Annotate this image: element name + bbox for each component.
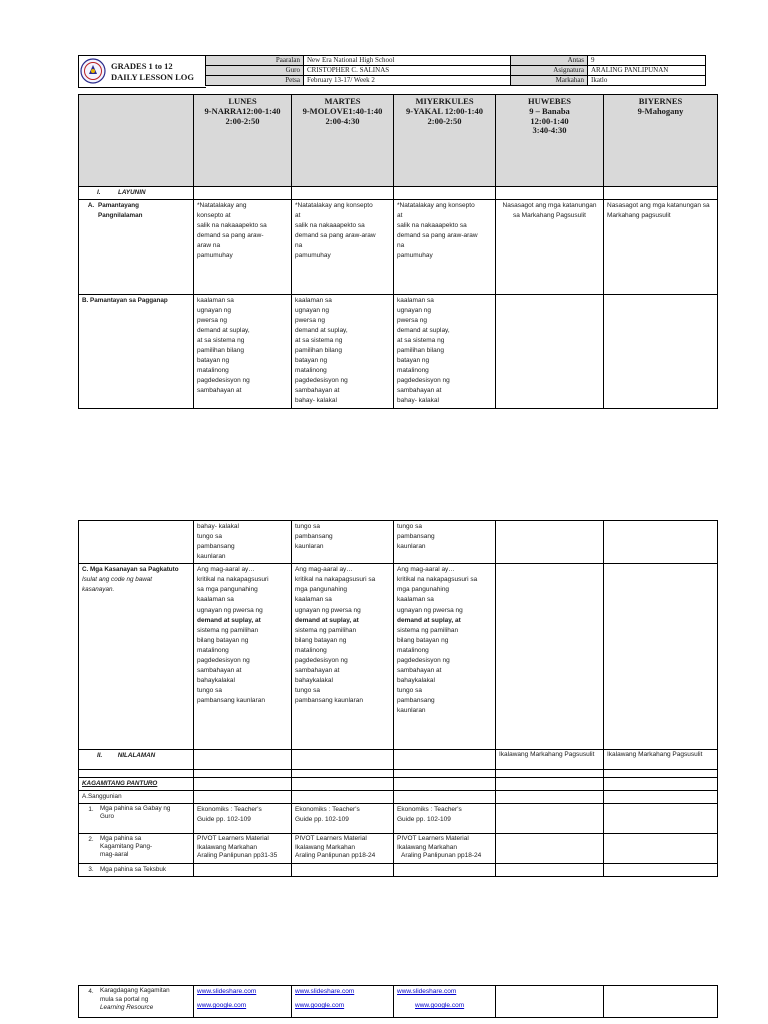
kasanayan-lunes: Ang mag-aaral ay… kritikal na nakapagsusuri sa mga pangunahing kaalaman sa ugnayan ng pwersa ng demand at suplay, at sistema ng pamilihan bilang batayan ng matalinong pagdedesisyon ng sambahayan at bahaykalakal tungo sa pambansang kaunlaran (194, 564, 292, 750)
layunin-label: LAYUNIN (118, 189, 146, 196)
kagamitang-label (79, 833, 194, 863)
kagamitan-heading: KAGAMITANG PANTURO (79, 778, 194, 791)
empty-cell (496, 187, 604, 200)
empty-cell (194, 770, 292, 778)
empty-cell (496, 803, 604, 833)
markahan-value: Ikatlo (588, 76, 706, 86)
empty-cell (604, 803, 718, 833)
slideshare-link[interactable]: www.slideshare.com (197, 988, 257, 995)
nilalaman-label: NILALAMAN (117, 752, 156, 760)
day-miyerkules (394, 95, 496, 187)
links-lunes (194, 986, 292, 1018)
pagganap-label: B. Pamantayan sa Pagganap (79, 294, 194, 408)
paaralan-label: Paaralan (206, 56, 304, 66)
petsa-value: February 13-17/ Week 2 (304, 76, 511, 86)
empty-cell (394, 778, 496, 791)
empty-cell (496, 833, 604, 863)
day-sched: 9 – Banaba (529, 105, 570, 116)
lesson-table-page3 (78, 985, 718, 1018)
empty-cell (604, 521, 718, 564)
day-time: 2:00-4:30 (325, 115, 360, 126)
markahan-label: Markahan (511, 76, 588, 86)
empty-cell (496, 778, 604, 791)
empty-cell (496, 791, 604, 804)
title-line1: GRADES 1 to 12 (111, 61, 173, 71)
empty-cell (194, 791, 292, 804)
pagganap-huwebes (496, 294, 604, 408)
petsa-label: Petsa (206, 76, 304, 86)
teksbuk-label (79, 863, 194, 876)
kasanayan-title: C. Mga Kasanayan sa Pagkatuto (82, 566, 179, 574)
karagdagang-label (79, 986, 194, 1018)
empty-cell (292, 187, 394, 200)
pangnilalaman-lunes: *Natatalakay ang konsepto at salik na nakaaapekto sa demand sa pang araw- araw na pamumuhay (194, 199, 292, 294)
sanggunian-heading: A.Sanggunian (79, 791, 194, 804)
empty-cell (394, 187, 496, 200)
empty-cell (496, 521, 604, 564)
google-link[interactable]: www.google.com (415, 1002, 465, 1010)
empty-cell (604, 770, 718, 778)
empty-cell (194, 778, 292, 791)
day-huwebes (496, 95, 604, 187)
empty-cell (394, 863, 496, 876)
asignatura-label: Asignatura (511, 66, 588, 76)
pagganap-biyernes (604, 294, 718, 408)
antas-value: 9 (588, 56, 706, 66)
karagdagang-line2: mula sa portal ng (100, 995, 149, 1003)
kasanayan-miyerkules: Ang mag-aaral ay… kritikal na nakapagsusuri sa mga pangunahing kaalaman sa ugnayan ng pwersa ng demand at suplay, at sistema ng pamilihan bilang batayan ng matalinong pagdedesisyon ng sambahayan at bahaykalakal tungo sa pambansang kaunlaran (394, 564, 496, 750)
kasanayan-martes: Ang mag-aaral ay… kritikal na nakapagsusuri sa mga pangunahing kaalaman sa ugnayan ng pwersa ng demand at suplay, at sistema ng pamilihan bilang batayan ng matalinong pagdedesisyon ng sambahayan at bahaykalakal tungo sa pambansang kaunlaran (292, 564, 394, 750)
empty-cell (292, 863, 394, 876)
empty-cell (604, 564, 718, 750)
empty-cell (496, 986, 604, 1018)
day-sched: 9-NARRA12:00-1:40 (204, 105, 281, 116)
layunin-heading (79, 187, 194, 200)
empty-cell (79, 770, 194, 778)
kasanayan-note: Isulat ang code ng bawat kasanayan. (82, 576, 153, 593)
day-martes (292, 95, 394, 187)
guro-value: CRISTOPHER C. SALINAS (304, 66, 511, 76)
gabay-lunes: Ekonomiks : Teacher's Guide pp. 102-109 (194, 803, 292, 833)
day-name: BIYERNES (638, 96, 683, 106)
pagganap-martes: kaalaman sa ugnayan ng pwersa ng demand at suplay, at sa sistema ng pamilihan bilang batayan ng matalinong pagdedesisyon ng sambahayan at bahay- kalakal (292, 294, 394, 408)
day-time: 2:00-2:50 (427, 115, 462, 126)
empty-cell (194, 187, 292, 200)
gabay-label (79, 803, 194, 833)
empty-cell (604, 778, 718, 791)
day-biyernes (604, 95, 718, 187)
day-name: MARTES (324, 96, 361, 106)
day-name: MIYERKULES (415, 96, 474, 106)
pangnilalaman-text: Pamantayang Pangnilalaman (98, 201, 143, 219)
lesson-table-page1 (78, 94, 718, 409)
empty-cell (604, 791, 718, 804)
day-sched: 9-Mahogany (637, 105, 684, 116)
google-link[interactable]: www.google.com (295, 1002, 345, 1010)
gabay-text: Mga pahina sa Gabay ng Guro (100, 804, 171, 820)
karagdagang-num: 4. (88, 988, 94, 995)
pangnilalaman-martes: *Natatalakay ang konsepto at salik na nakaaapekto sa demand sa pang araw-araw na pamumuhay (292, 199, 394, 294)
nilalaman-heading (79, 750, 194, 770)
pagganap-lunes: kaalaman sa ugnayan ng pwersa ng demand at suplay, at sa sistema ng pamilihan bilang batayan ng matalinong pagdedesisyon ng sambahayan at (194, 294, 292, 408)
header-table (205, 55, 706, 86)
teksbuk-text: Mga pahina sa Teksbuk (100, 865, 167, 873)
kagamitang-martes: PIVOT Learners Material Ikalawang Markahan Araling Panlipunan pp18-24 (292, 833, 394, 863)
kagamitang-miyerkules: PIVOT Learners Material Ikalawang Markahan Araling Panlipunan pp18-24 (394, 833, 496, 863)
slideshare-link[interactable]: www.slideshare.com (295, 988, 355, 995)
empty-cell (496, 863, 604, 876)
empty-cell (394, 791, 496, 804)
empty-cell (292, 770, 394, 778)
pangnilalaman-num: A. (87, 201, 95, 209)
empty-cell (79, 521, 194, 564)
empty-cell (604, 986, 718, 1018)
gabay-num: 1. (88, 805, 94, 813)
cont-lunes: bahay- kalakal tungo sa pambansang kaunlaran (194, 521, 292, 564)
day-sched: 9-MOLOVE1:40-1:40 (302, 105, 383, 116)
karagdagang-line1: Karagdagang Kagamitan (100, 987, 170, 994)
corner-cell (79, 95, 194, 187)
links-miyerkules (394, 986, 496, 1018)
day-extra: 3:40-4:30 (532, 125, 567, 136)
empty-cell (496, 564, 604, 750)
links-martes (292, 986, 394, 1018)
empty-cell (394, 770, 496, 778)
title-line2: DAILY LESSON LOG (111, 71, 194, 82)
empty-cell (194, 750, 292, 770)
asignatura-value: ARALING PANLIPUNAN (588, 66, 706, 76)
cont-martes: tungo sa pambansang kaunlaran (292, 521, 394, 564)
day-sched: 9-YAKAL 12:00-1:40 (406, 105, 483, 116)
karagdagang-line3: Learning Resource (100, 1004, 154, 1011)
cont-miyerkules: tungo sa pambansang kaunlaran (394, 521, 496, 564)
pagganap-miyerkules: kaalaman sa ugnayan ng pwersa ng demand at suplay, at sa sistema ng pamilihan bilang batayan ng matalinong pagdedesisyon ng sambahayan at bahay- kalakal (394, 294, 496, 408)
empty-cell (604, 833, 718, 863)
title-box (78, 55, 206, 88)
empty-cell (292, 791, 394, 804)
kagamitang-text: Mga pahina sa Kagamitang Pang-mag-aaral (100, 834, 153, 859)
empty-cell (292, 750, 394, 770)
pangnilalaman-miyerkules: *Natatalakay ang konsepto at salik na nakaaapekto sa demand sa pang araw-araw na pamumuhay (394, 199, 496, 294)
day-time: 12:00-1:40 (530, 115, 569, 126)
antas-label: Antas (511, 56, 588, 66)
empty-cell (496, 770, 604, 778)
kasanayan-label (79, 564, 194, 750)
pangnilalaman-biyernes: Nasasagot ang mga katanungan sa Markahang pagsusulit (604, 199, 718, 294)
nilalaman-huwebes: Ikalawang Markahang Pagsusulit (496, 750, 604, 770)
gabay-martes: Ekonomiks : Teacher's Guide pp. 102-109 (292, 803, 394, 833)
nilalaman-biyernes: Ikalawang Markahang Pagsusulit (604, 750, 718, 770)
layunin-num: I. (97, 189, 101, 196)
empty-cell (604, 187, 718, 200)
empty-cell (194, 863, 292, 876)
google-link[interactable]: www.google.com (197, 1002, 247, 1010)
slideshare-link[interactable]: www.slideshare.com (397, 988, 457, 995)
guro-label: Guro (206, 66, 304, 76)
day-lunes (194, 95, 292, 187)
day-name: LUNES (228, 96, 257, 106)
gabay-miyerkules: Ekonomiks : Teacher's Guide pp. 102-109 (394, 803, 496, 833)
empty-cell (604, 863, 718, 876)
lesson-table-page2 (78, 520, 718, 877)
nilalaman-num: II. (97, 752, 103, 760)
day-name: HUWEBES (528, 96, 571, 106)
kagamitang-lunes: PIVOT Learners Material Ikalawang Markahan Araling Panlipunan pp31-35 (194, 833, 292, 863)
empty-cell (394, 750, 496, 770)
pangnilalaman-label (79, 199, 194, 294)
paaralan-value: New Era National High School (304, 56, 511, 66)
teksbuk-num: 3. (88, 865, 94, 873)
pangnilalaman-huwebes: Nasasagot ang mga katanungan sa Markahang Pagsusulit (496, 199, 604, 294)
empty-cell (292, 778, 394, 791)
day-time: 2:00-2:50 (225, 115, 260, 126)
kagamitang-num: 2. (88, 835, 94, 843)
